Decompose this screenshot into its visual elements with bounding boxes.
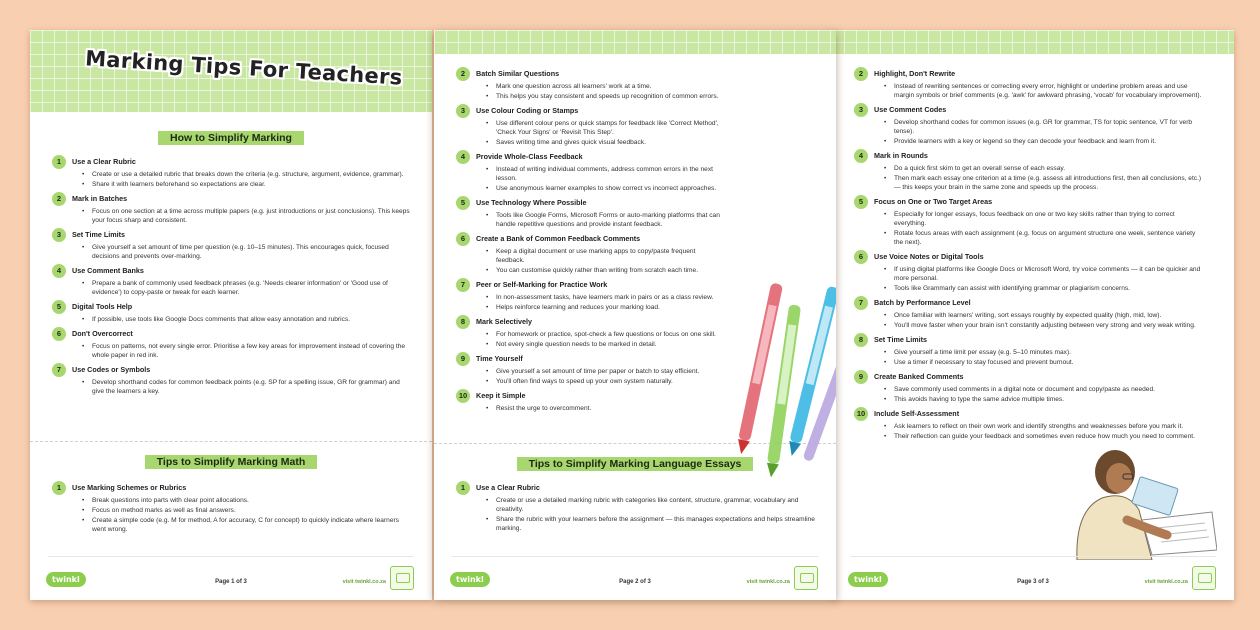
tip-bullet: • Use different colour pens or quick stamps for feedback like 'Correct Method', 'Check Your Signs' or 'Revisit This Step'. [486,119,724,137]
tip-bullets [874,348,1204,367]
tip-bullet: • Create or use a detailed rubric that breaks down the criteria (e.g. structure, argument, evidence, grammar). [82,170,412,179]
tip-item [854,104,1204,146]
site-link[interactable]: visit twinkl.co.za [1144,579,1188,585]
tip-bullets [72,243,412,261]
tip-number-badge: 5 [52,300,66,314]
tip-number-badge: 9 [456,352,470,366]
tip-heading: Set Time Limits [874,335,927,344]
tip-item [456,390,724,413]
page-footer [30,556,432,600]
tip-bullets [874,118,1204,146]
tip-bullet: • Rotate focus areas with each assignment (e.g. focus on argument structure one week, sentence variety the next). [884,229,1204,247]
tip-bullet: • For homework or practice, spot-check a few questions or focus on one skill. [486,330,724,339]
twinkl-logo: twinkl [450,572,490,587]
tip-item [52,364,412,396]
section-divider [30,441,432,442]
tip-bullet: • Give yourself a set amount of time per paper or batch to stay efficient. [486,367,724,376]
teacher-marking-illustration [1057,450,1217,560]
tip-heading: Use Marking Schemes or Rubrics [72,483,187,492]
tip-number-badge: 4 [52,264,66,278]
tip-item [854,334,1204,367]
tip-bullets [476,119,724,147]
tip-bullets [72,279,412,297]
tip-number-badge: 8 [456,315,470,329]
page-number: Page 2 of 3 [619,579,651,585]
tip-item [52,482,412,534]
tip-item [854,408,1204,441]
tip-number-badge: 2 [854,67,868,81]
tip-number-badge: 7 [456,278,470,292]
tip-item [854,196,1204,247]
tip-number-badge: 10 [854,407,868,421]
tip-bullets [874,164,1204,192]
site-link[interactable]: visit twinkl.co.za [746,579,790,585]
tip-bullet: • Saves writing time and gives quick visual feedback. [486,138,724,147]
tip-bullet: • You'll often find ways to speed up your own system naturally. [486,377,724,386]
worksheet-page-1 [30,30,432,600]
tip-number-badge: 2 [52,192,66,206]
tip-bullets [72,207,412,225]
worksheet-page-3 [832,30,1234,600]
page-number: Page 1 of 3 [215,579,247,585]
tip-heading: Focus on One or Two Target Areas [874,197,993,206]
section-heading: Tips to Simplify Marking Language Essays [434,454,836,472]
tips-list [456,482,816,537]
tip-heading: Set Time Limits [72,230,125,239]
tip-number-badge: 5 [854,195,868,209]
grid-header-band [832,30,1234,54]
tip-bullet: • Focus on one section at a time across multiple papers (e.g. just introductions or just conclusions). This keeps your focus sharp and consistent. [82,207,412,225]
twinkl-logo: twinkl [848,572,888,587]
tips-list [52,156,412,400]
tip-heading: Peer or Self-Marking for Practice Work [476,280,608,289]
tip-bullets [476,165,724,193]
tip-heading: Use Technology Where Possible [476,198,587,207]
tip-bullet: • Develop shorthand codes for common feedback points (e.g. SP for a spelling issue, GR for grammar) and give the learners a key. [82,378,412,396]
tip-heading: Use Comment Codes [874,105,947,114]
tip-item [854,68,1204,100]
tip-item [854,251,1204,293]
page-footer [832,556,1234,600]
tip-item [52,265,412,297]
tip-item [456,68,724,101]
tip-bullet: • Tools like Grammarly can assist with identifying grammar or plagiarism concerns. [884,284,1204,293]
tip-bullet: • Helps reinforce learning and reduces your marking load. [486,303,724,312]
tip-bullet: • Resist the urge to overcomment. [486,404,724,413]
tip-number-badge: 4 [854,149,868,163]
tip-heading: Don't Overcorrect [72,329,133,338]
tip-bullet: • Not every single question needs to be marked in detail. [486,340,724,349]
tip-heading: Include Self-Assessment [874,409,960,418]
tip-number-badge: 1 [52,155,66,169]
tip-number-badge: 1 [456,481,470,495]
tip-number-badge: 6 [52,327,66,341]
quality-badge-icon [794,566,818,590]
tips-list [52,482,412,538]
tip-item [456,316,724,349]
tip-bullet: • Save commonly used comments in a digital note or document and copy/paste as needed. [884,385,1204,394]
tip-bullet: • Instead of rewriting sentences or correcting every error, highlight or underline problem areas and use margin symbols or brief comments (e.g. 'awk' for awkward phrasing, 'vocab' for vocabulary improvement). [884,82,1204,100]
tip-heading: Provide Whole-Class Feedback [476,152,583,161]
tip-item [854,297,1204,330]
tip-bullet: • Give yourself a set amount of time per question (e.g. 10–15 minutes). This encourages quick, focused decisions and prevents over-marking. [82,243,412,261]
tip-bullets [476,330,724,349]
tip-number-badge: 6 [456,232,470,246]
tip-bullets [72,315,412,324]
tip-bullet: • Create or use a detailed marking rubric with categories like content, structure, grammar, vocabulary and creativity. [486,496,816,514]
tip-bullet: • You'll move faster when your brain isn't constantly adjusting between very strong and very weak writing. [884,321,1204,330]
tip-item [456,279,724,312]
tip-item [52,156,412,189]
tip-bullets [874,82,1204,100]
tip-bullet: • Their reflection can guide your feedback and sometimes even reduce how much you need to comment. [884,432,1204,441]
tip-bullets [874,385,1204,404]
tip-number-badge: 7 [854,296,868,310]
site-link[interactable]: visit twinkl.co.za [342,579,386,585]
tip-bullet: • Focus on method marks as well as final answers. [82,506,412,515]
tip-bullet: • Use a timer if necessary to stay focused and prevent burnout. [884,358,1204,367]
tip-number-badge: 3 [854,103,868,117]
tip-bullet: • If possible, use tools like Google Docs comments that allow easy annotation and rubrics. [82,315,412,324]
tip-item [456,353,724,386]
tip-bullets [476,82,724,101]
tips-list [854,68,1204,445]
tip-bullet: • Once familiar with learners' writing, sort essays roughly by expected quality (high, mid, low). [884,311,1204,320]
tip-bullet: • This avoids having to type the same advice multiple times. [884,395,1204,404]
tip-bullets [476,211,724,229]
tip-bullet: • Ask learners to reflect on their own work and identify strengths and weaknesses before you mark it. [884,422,1204,431]
quality-badge-icon [1192,566,1216,590]
tip-item [854,150,1204,192]
tip-bullet: • Then mark each essay one criterion at a time (e.g. assess all introductions first, then all conclusions, etc.) — this keeps your brain in the same zone and speeds up the process. [884,174,1204,192]
tip-bullet: • Prepare a bank of commonly used feedback phrases (e.g. 'Needs clearer information' or 'Good use of evidence') to copy-paste or tweak for each learner. [82,279,412,297]
tip-bullets [476,496,816,533]
tip-bullet: • Instead of writing individual comments, address common errors in the next lesson. [486,165,724,183]
tip-number-badge: 4 [456,150,470,164]
tips-list [456,68,724,417]
tip-bullet: • Provide learners with a key or legend so they can decode your feedback and learn from it. [884,137,1204,146]
tip-number-badge: 9 [854,370,868,384]
tip-bullet: • Break questions into parts with clear point allocations. [82,496,412,505]
tip-heading: Batch by Performance Level [874,298,971,307]
tip-bullets [72,378,412,396]
tip-bullet: • Use anonymous learner examples to show correct vs incorrect approaches. [486,184,724,193]
tip-number-badge: 8 [854,333,868,347]
tip-bullets [72,342,412,360]
tip-bullet: • Do a quick first skim to get an overall sense of each essay. [884,164,1204,173]
tip-heading: Highlight, Don't Rewrite [874,69,956,78]
tip-bullets [874,422,1204,441]
tip-item [52,193,412,225]
tip-heading: Create Banked Comments [874,372,964,381]
tip-bullets [476,247,724,275]
tip-heading: Mark in Rounds [874,151,928,160]
tip-item [456,105,724,147]
tip-heading: Use Colour Coding or Stamps [476,106,579,115]
quality-badge-icon [390,566,414,590]
tip-bullet: • Share the rubric with your learners before the assignment — this manages expectations and helps streamline marking. [486,515,816,533]
tip-bullets [874,311,1204,330]
tip-bullets [476,293,724,312]
tip-bullet: • Create a simple code (e.g. M for method, A for accuracy, C for concept) to quickly indicate where learners went wrong. [82,516,412,534]
worksheet-page-2 [434,30,836,600]
tip-heading: Digital Tools Help [72,302,133,311]
tip-bullet: • Give yourself a time limit per essay (e.g. 5–10 minutes max). [884,348,1204,357]
tip-bullets [72,496,412,534]
tip-bullet: • Tools like Google Forms, Microsoft Forms or auto-marking platforms that can handle repetitive questions and provide instant feedback. [486,211,724,229]
tip-bullet: • This helps you stay consistent and speeds up recognition of common errors. [486,92,724,101]
tip-bullet: • Focus on patterns, not every single error. Prioritise a few key areas for improvement instead of covering the whole paper in red ink. [82,342,412,360]
tip-item [456,197,724,229]
tip-number-badge: 7 [52,363,66,377]
tip-number-badge: 3 [52,228,66,242]
tip-heading: Mark in Batches [72,194,128,203]
tip-heading: Time Yourself [476,354,523,363]
tip-heading: Mark Selectively [476,317,532,326]
page-footer [434,556,836,600]
tip-item [52,229,412,261]
section-heading: How to Simplify Marking [30,128,432,146]
page-title: Marking Tips For Teachers [84,46,404,90]
tip-bullets [476,404,724,413]
tip-bullet: • Develop shorthand codes for common issues (e.g. GR for grammar, TS for topic sentence, VT for verb tense). [884,118,1204,136]
tip-number-badge: 5 [456,196,470,210]
tip-heading: Batch Similar Questions [476,69,560,78]
tip-bullet: • In non-assessment tasks, have learners mark in pairs or as a class review. [486,293,724,302]
tip-bullets [874,265,1204,293]
tip-bullets [476,367,724,386]
tip-item [52,301,412,324]
gel-pens-illustration [734,275,836,480]
tip-bullet: • Share it with learners beforehand so expectations are clear. [82,180,412,189]
tip-heading: Use a Clear Rubric [476,483,540,492]
tip-item [854,371,1204,404]
grid-header-band [434,30,836,54]
tip-bullet: • You can customise quickly rather than writing from scratch each time. [486,266,724,275]
tip-heading: Use Voice Notes or Digital Tools [874,252,984,261]
page-number: Page 3 of 3 [1017,579,1049,585]
tip-heading: Keep it Simple [476,391,526,400]
tip-bullet: • Keep a digital document or use marking apps to copy/paste frequent feedback. [486,247,724,265]
tip-number-badge: 1 [52,481,66,495]
tip-item [52,328,412,360]
tip-item [456,151,724,193]
tip-heading: Use a Clear Rubric [72,157,136,166]
section-heading: Tips to Simplify Marking Math [30,452,432,470]
tip-number-badge: 2 [456,67,470,81]
tip-bullets [874,210,1204,247]
tip-bullet: • Especially for longer essays, focus feedback on one or two key skills rather than trying to correct everything. [884,210,1204,228]
twinkl-logo: twinkl [46,572,86,587]
tip-bullets [72,170,412,189]
tip-heading: Use Codes or Symbols [72,365,151,374]
tip-bullet: • If using digital platforms like Google Docs or Microsoft Word, try voice comments — it can be quicker and more personal. [884,265,1204,283]
tip-bullet: • Mark one question across all learners' work at a time. [486,82,724,91]
tip-number-badge: 10 [456,389,470,403]
tip-heading: Use Comment Banks [72,266,144,275]
tip-number-badge: 6 [854,250,868,264]
tip-item [456,233,724,275]
tip-item [456,482,816,533]
tip-number-badge: 3 [456,104,470,118]
tip-heading: Create a Bank of Common Feedback Comments [476,234,641,243]
